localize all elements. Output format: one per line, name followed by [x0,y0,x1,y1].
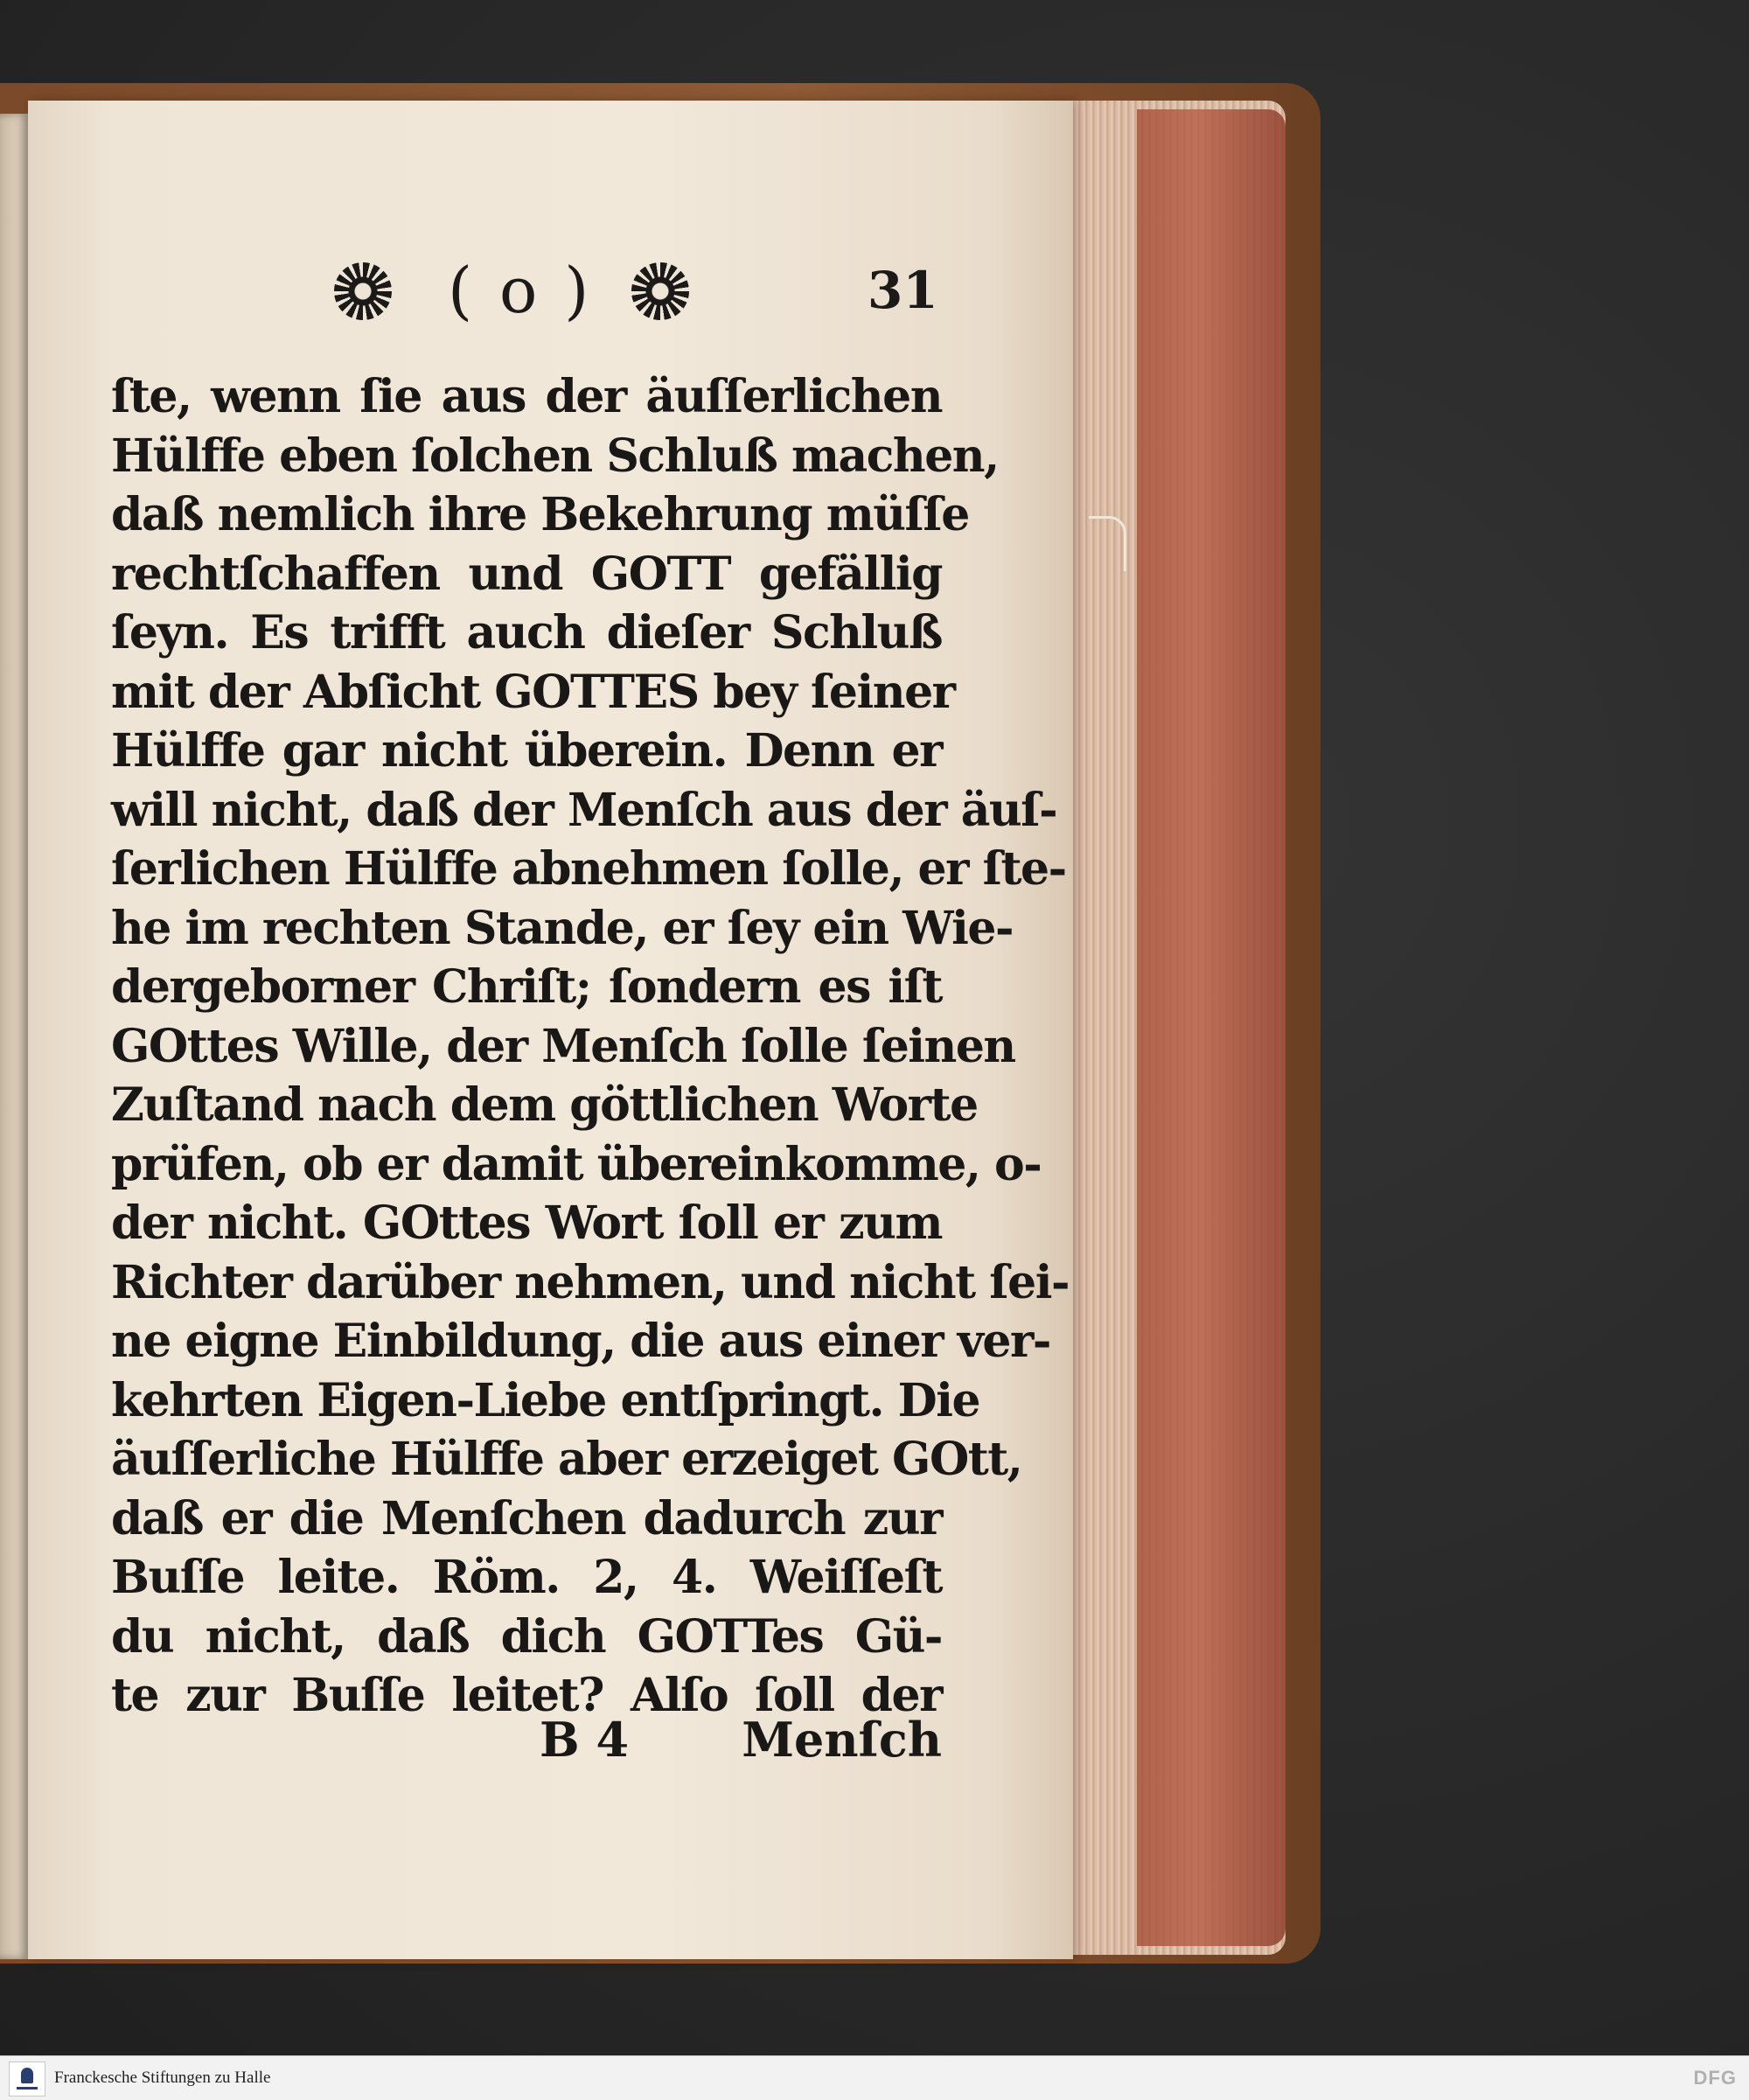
ornament-right-icon [631,262,689,320]
running-head-mark: ( o ) [448,254,593,327]
book-page [28,101,1073,1959]
text-line: daß nemlich ihre Bekehrung müſſe [111,488,969,541]
text-line: he im rechten Stande, er ſey ein Wie- [111,901,1014,955]
text-line: Hülffe gar nicht überein. Denn er [111,724,942,778]
dfg-badge: DFG [1693,2067,1737,2089]
institution-logo-icon[interactable] [9,2062,45,2097]
text-line: äuſſerliche Hülffe aber erzeiget GOtt, [111,1433,1022,1486]
text-line: mit der Abſicht GOTTES bey ſeiner [111,665,955,719]
text-line: Hülffe eben ſolchen Schluß machen, [111,429,999,483]
body-text [111,367,1070,1726]
text-line: du nicht, daß dich GOTTes Gü- [111,1609,942,1664]
catchword: Menſch [742,1712,942,1768]
text-line: ſte, wenn ſie aus der äuſſerlichen [111,370,942,423]
page-number: 31 [868,261,938,320]
text-line: der nicht. GOttes Wort ſoll er zum [111,1197,942,1250]
text-line: Richter darüber nehmen, und nicht ſei- [111,1255,1070,1309]
text-line: Zuſtand nach dem göttlichen Worte [111,1078,978,1132]
text-line: te zur Buſſe leitet? Alſo ſoll der [111,1669,942,1722]
red-page-edges [1137,109,1286,1946]
text-line: prüfen, ob er damit übereinkomme, o- [111,1137,1042,1191]
text-line: dergeborner Chriſt; ſondern es iſt [111,960,942,1014]
text-line: rechtſchaffen und GOTT gefällig [111,547,942,601]
text-line: daß er die Menſchen dadurch zur [111,1491,942,1545]
viewer-footer [0,2055,1749,2100]
institution-name[interactable]: Franckesche Stiftungen zu Halle [54,2069,271,2087]
text-line: ſeyn. Es trifft auch dieſer Schluß [111,606,942,659]
text-line: ne eigne Einbildung, die aus einer ver- [111,1315,1050,1368]
running-head [317,254,938,341]
text-line: GOttes Wille, der Menſch ſolle ſeinen [111,1019,1015,1073]
page-footer-row [111,1712,942,1773]
binding-thread [1089,516,1126,571]
text-line: kehrten Eigen-Liebe entſpringt. Die [111,1373,980,1427]
text-line: ſerlichen Hülffe abnehmen ſolle, er ſte- [111,842,1066,896]
text-line: will nicht, daß der Menſch aus der äuſ- [111,783,1057,837]
text-line: Buſſe leite. Röm. 2, 4. Weiſſeſt [111,1551,942,1604]
left-page-edge [0,114,28,1959]
ornament-left-icon [334,262,392,320]
signature-mark: B 4 [540,1712,630,1768]
